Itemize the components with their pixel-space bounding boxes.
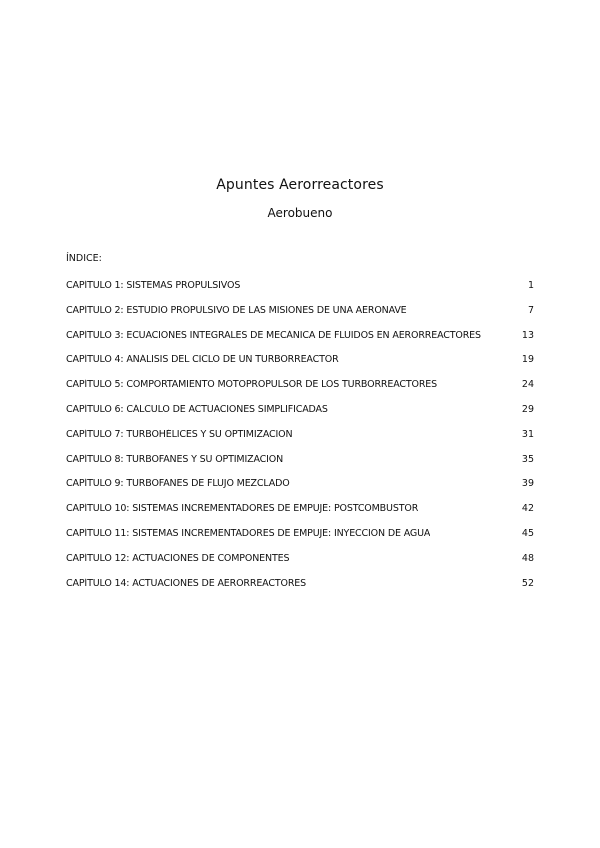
toc-entry-page: 24 (521, 379, 534, 391)
toc-entry-page: 35 (521, 453, 534, 465)
toc-entry-label: CAPÍTULO 6: CÁLCULO DE ACTUACIONES SIMPLIFICADAS (66, 403, 328, 415)
toc-entry-page: 31 (521, 428, 534, 440)
toc-entry (66, 578, 534, 603)
toc-entry-page: 52 (521, 577, 534, 589)
toc-entry (66, 330, 534, 355)
document-subtitle: Aerobueno (267, 206, 333, 220)
toc-entry-label: CAPÍTULO 11: SISTEMAS INCREMENTADORES DE EMPUJE: INYECCIÓN DE AGUA (66, 527, 431, 539)
toc-entry (66, 478, 534, 503)
toc-entry-label: CAPÍTULO 12: ACTUACIONES DE COMPONENTES (66, 552, 290, 564)
toc-entry-label: CAPÍTULO 7: TURBOHÉLICES Y SU OPTIMIZACIÓN (66, 428, 293, 440)
index-heading: ÍNDICE: (66, 253, 102, 264)
toc-entry-label: CAPÍTULO 1: SISTEMAS PROPULSIVOS (66, 280, 241, 291)
table-of-contents (66, 280, 534, 602)
toc-entry (66, 429, 534, 454)
toc-entry-label: CAPÍTULO 5: COMPORTAMIENTO MOTOPROPULSOR DE LOS TURBORREACTORES (66, 379, 438, 391)
toc-entry (66, 404, 534, 429)
toc-entry-label: CAPÍTULO 10: SISTEMAS INCREMENTADORES DE EMPUJE: POSTCOMBUSTOR (66, 503, 419, 515)
toc-entry-page: 7 (527, 304, 534, 316)
toc-entry (66, 379, 534, 404)
toc-entry-page: 45 (521, 527, 534, 539)
toc-entry (66, 528, 534, 553)
toc-entry (66, 503, 534, 528)
toc-entry-label: CAPÍTULO 14: ACTUACIONES DE AERORREACTORES (66, 577, 307, 589)
toc-entry (66, 305, 534, 330)
document-title: Apuntes Aerorreactores (216, 177, 384, 193)
toc-entry-label: CAPÍTULO 3: ECUACIONES INTEGRALES DE MECÁNICA DE FLUIDOS EN AERORREACTORES (66, 329, 481, 341)
toc-entry-label: CAPÍTULO 2: ESTUDIO PROPULSIVO DE LAS MISIONES DE UNA AERONAVE (66, 304, 407, 316)
toc-entry (66, 354, 534, 379)
toc-entry-page: 39 (521, 478, 534, 490)
toc-entry-page: 48 (521, 552, 534, 564)
toc-entry-label: CAPÍTULO 8: TURBOFANES Y SU OPTIMIZACIÓN (66, 453, 284, 465)
toc-entry (66, 454, 534, 479)
toc-entry-label: CAPÍTULO 9: TURBOFANES DE FLUJO MEZCLADO (66, 478, 290, 490)
toc-entry-page: 42 (521, 503, 534, 515)
toc-entry-page: 1 (527, 280, 534, 291)
toc-entry-page: 19 (521, 354, 534, 366)
toc-entry-page: 13 (521, 329, 534, 341)
toc-entry (66, 280, 534, 305)
toc-entry-label: CAPÍTULO 4: ANÁLISIS DEL CICLO DE UN TURBORREACTOR (66, 354, 339, 366)
toc-entry (66, 553, 534, 578)
toc-entry-page: 29 (521, 403, 534, 415)
